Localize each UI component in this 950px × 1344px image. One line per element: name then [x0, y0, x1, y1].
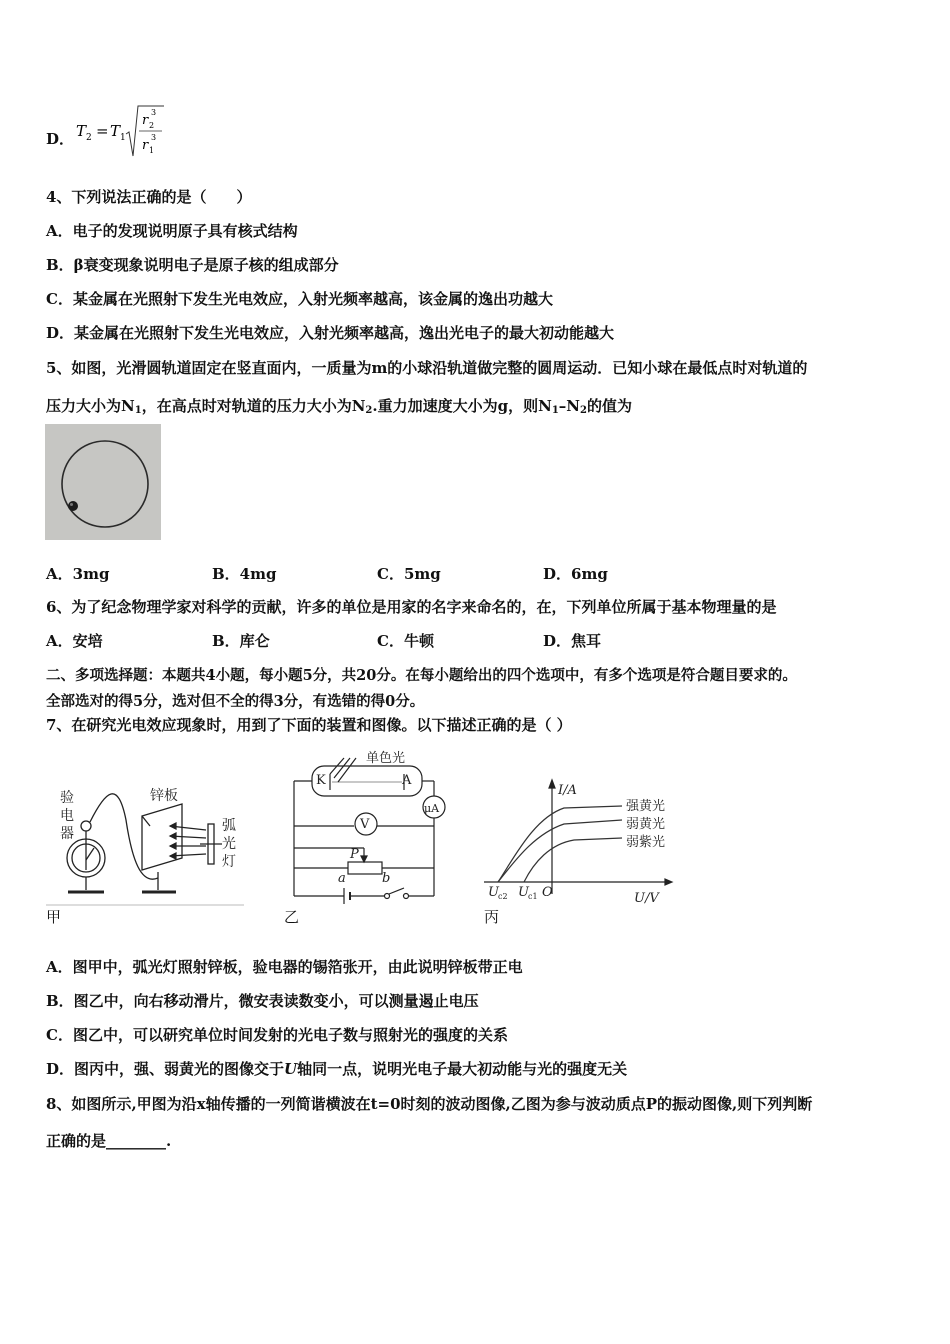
- den-sub: 1: [149, 146, 155, 155]
- q5-text-b: ，在高点时对轨道的压力大小为N: [141, 397, 366, 415]
- formula-t2-sub: 2: [86, 133, 92, 143]
- anode-a-label: A: [402, 773, 412, 788]
- rheostat-b-label: b: [382, 871, 391, 886]
- q5-stem-line1: 5、如图，光滑圆轨道固定在竖直面内，一质量为m的小球沿轨道做完整的圆周运动．已知小球在最低点时对轨道的: [46, 359, 808, 377]
- formula-t2: T: [76, 122, 87, 140]
- q5-option-d: D．6mg: [543, 565, 608, 583]
- fig-yi-caption: 乙: [284, 908, 300, 926]
- q5-sub-2: 2: [365, 405, 373, 416]
- microammeter-label: μA: [424, 802, 440, 815]
- voltmeter-label: V: [360, 817, 370, 832]
- mono-light-label: 单色光: [366, 751, 406, 766]
- uc2-sub: c2: [498, 892, 508, 901]
- origin-label: O: [542, 885, 553, 900]
- ball-highlight: [70, 503, 73, 506]
- q6-option-d: D．焦耳: [543, 632, 602, 650]
- num-sup: 3: [151, 108, 157, 117]
- q7-figure-bing: [484, 778, 684, 908]
- y-axis-label: I/A: [558, 783, 577, 798]
- legend-weak-yellow: 弱黄光: [626, 817, 666, 832]
- q5-circle-track-photo: [45, 424, 161, 540]
- formula-t1: T: [110, 122, 121, 140]
- den-sup: 3: [151, 133, 157, 142]
- q5-option-b: B．4mg: [212, 565, 277, 583]
- connecting-wire: [90, 794, 158, 879]
- num-sub: 2: [149, 121, 155, 130]
- legend-strong-yellow: 强黄光: [626, 799, 666, 814]
- q7-stem: 7、在研究光电效应现象时，用到了下面的装置和图像。以下描述正确的是（ ）: [46, 716, 572, 734]
- q5-sub-4: 2: [580, 405, 587, 416]
- curve-weak-yellow: [498, 820, 622, 882]
- electroscope-label-3: 器: [60, 826, 74, 842]
- arc-lamp-label-3: 灯: [222, 854, 236, 870]
- q3-formula: [74, 98, 224, 168]
- q4-stem: 4、下列说法正确的是（ ）: [46, 188, 252, 206]
- light-rays: [170, 823, 206, 859]
- fig-bing-caption: 丙: [484, 908, 500, 926]
- q7-figure-jia: [46, 760, 251, 910]
- ball: [68, 501, 78, 511]
- fig-jia-caption: 甲: [46, 908, 62, 926]
- cathode-k-label: K: [316, 773, 326, 788]
- uc2-label: U: [488, 885, 499, 900]
- curve-weak-violet: [524, 838, 622, 882]
- q6-option-a: A．安培: [46, 632, 103, 650]
- num-r: r: [142, 113, 149, 128]
- q7-option-d-u: U: [284, 1060, 298, 1078]
- q5-text-d: –N: [558, 397, 580, 415]
- q8-stem-line1: 8、如图所示,甲图为沿x轴传播的一列简谐横波在t=0时刻的波动图像,乙图为参与波动质点P的振动图像,则下列判断: [46, 1095, 813, 1113]
- q8-stem-line2: 正确的是________.: [46, 1132, 172, 1150]
- q4-option-d: D．某金属在光照射下发生光电效应，入射光频率越高，逸出光电子的最大初动能越大: [46, 324, 615, 342]
- q5-text-c: .重力加速度大小为g，则N: [372, 397, 552, 415]
- q4-option-a: A．电子的发现说明原子具有核式结构: [46, 222, 298, 240]
- formula-t1-sub: 1: [120, 133, 126, 143]
- q3-option-d-label: D．: [46, 130, 75, 148]
- q7-option-c: C．图乙中，可以研究单位时间发射的光电子数与照射光的强度的关系: [46, 1026, 508, 1044]
- x-axis-label: U/V: [634, 891, 659, 906]
- arc-lamp-label-2: 光: [222, 836, 236, 852]
- electroscope-label-1: 验: [60, 790, 74, 806]
- den-r: r: [142, 138, 149, 153]
- arc-lamp-label-1: 弧: [222, 818, 236, 834]
- q5-text-a: 压力大小为N: [46, 397, 135, 415]
- q5-option-a: A．3mg: [46, 565, 110, 583]
- q7-option-a: A．图甲中，弧光灯照射锌板，验电器的锡箔张开，由此说明锌板带正电: [46, 958, 523, 976]
- q5-sub-3: 1: [551, 405, 559, 416]
- electroscope-label-2: 电: [60, 808, 74, 824]
- q7-option-d-text-b: 轴同一点，说明光电子最大初动能与光的强度无关: [297, 1060, 628, 1078]
- q4-option-b: B．β衰变现象说明电子是原子核的组成部分: [46, 256, 339, 274]
- q7-option-d-text-a: D．图丙中，强、弱黄光的图像交于: [46, 1060, 285, 1078]
- uc1-label: U: [518, 885, 529, 900]
- q6-stem: 6、为了纪念物理学家对科学的贡献，许多的单位是用家的名字来命名的，在，下列单位所属于基本物理量的是: [46, 598, 777, 616]
- q4-option-c: C．某金属在光照射下发生光电效应，入射光频率越高，该金属的逸出功越大: [46, 290, 553, 308]
- q7-option-b: B．图乙中，向右移动滑片，微安表读数变小，可以测量遏止电压: [46, 992, 479, 1010]
- uc1-sub: c1: [528, 892, 538, 901]
- q6-option-b: B．库仑: [212, 632, 270, 650]
- formula-eq: =: [96, 122, 109, 140]
- section2-line1: 二、多项选择题：本题共4小题，每小题5分，共20分。在每小题给出的四个选项中，有多个选项是符合题目要求的。: [46, 667, 797, 684]
- q5-text-e: 的值为: [586, 397, 632, 415]
- legend-weak-violet: 弱紫光: [626, 835, 666, 850]
- q5-option-c: C．5mg: [377, 565, 441, 583]
- slider-p-label: P: [350, 847, 359, 862]
- q6-option-c: C．牛顿: [377, 632, 434, 650]
- zinc-plate-label: 锌板: [150, 788, 178, 804]
- q3-option-d: [46, 98, 246, 168]
- q7-figure-yi: [284, 744, 454, 904]
- rheostat-a-label: a: [338, 871, 346, 886]
- section2-line2: 全部选对的得5分，选对但不全的得3分，有选错的得0分。: [46, 693, 425, 710]
- q5-stem-line2: [46, 395, 632, 416]
- q5-sub-1: 1: [134, 405, 142, 416]
- q7-option-d: [46, 1058, 627, 1079]
